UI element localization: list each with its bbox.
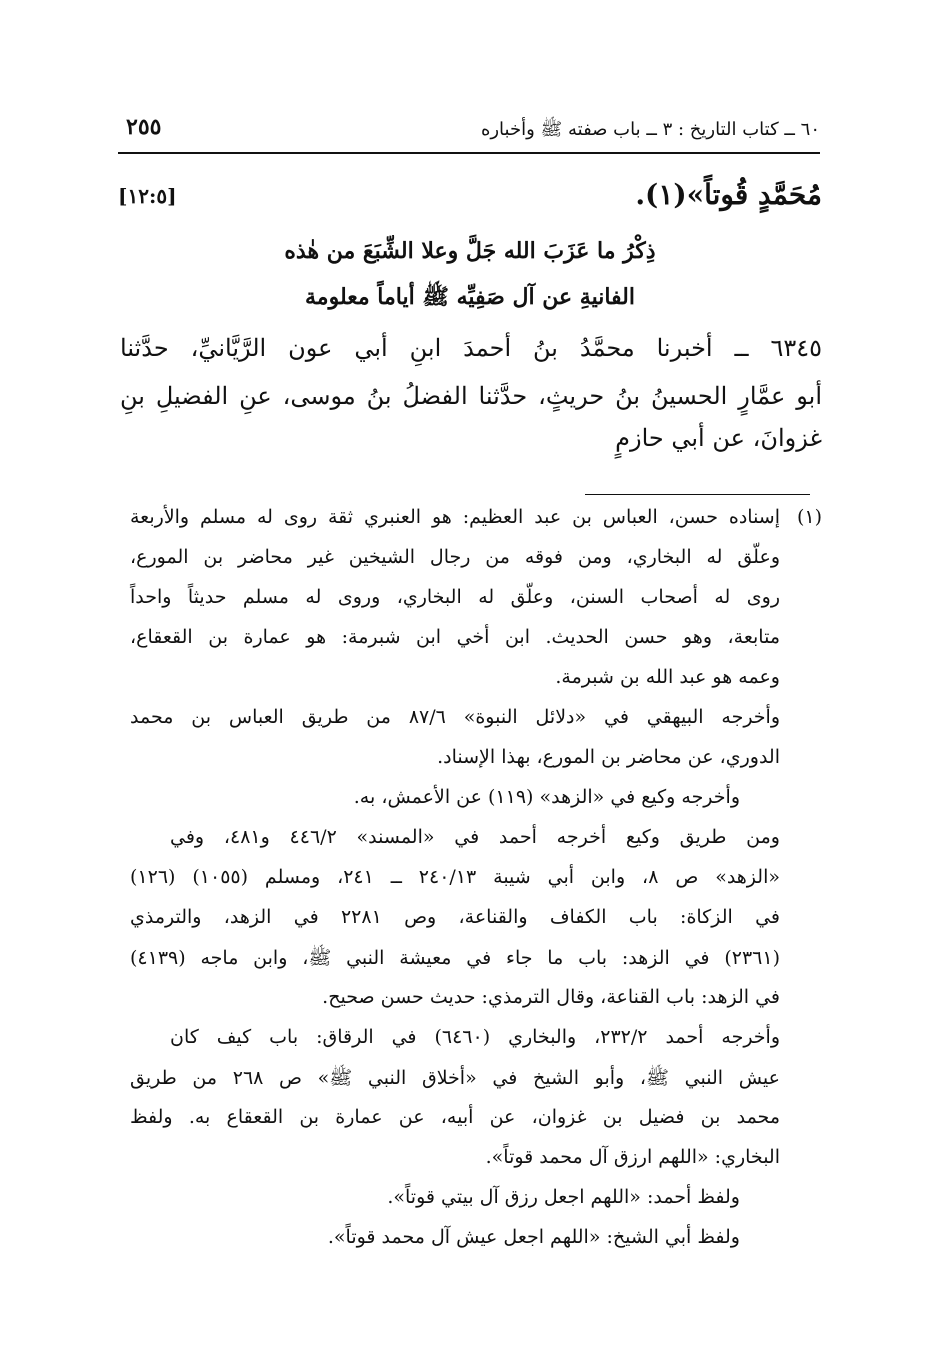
previous-hadith-ending: مُحَمَّدٍ قُوتاً»(١).: [635, 178, 822, 211]
footnote-line: وعمه هو عبد الله بن شبرمة.: [555, 666, 780, 688]
cross-reference-number: [١٢:٥]: [118, 184, 177, 208]
footnote-line: متابعة، وهو حسن الحديث. ابن أخي ابن شبرمة: هو عمارة بن القعقاع،: [130, 626, 780, 648]
footnote-line: في الزهد: باب القناعة، وقال الترمذي: حديث حسن صحيح.: [322, 986, 780, 1008]
hadith-text-line: أبو عمَّارٍ الحسينُ بنُ حريثٍ، حدَّثنا الفضلُ بنُ موسى، عنِ الفضيلِ بنِ: [120, 382, 822, 410]
footnote-marker: (١): [796, 506, 822, 528]
footnote-line: إسناده حسن، العباس بن عبد العظيم: هو العنبري ثقة روى له مسلم والأربعة: [130, 506, 780, 528]
footnote-line: وأخرجه أحمد ٢٣٢/٢، والبخاري (٦٤٦٠) في الرقاق: باب كيف كان: [170, 1026, 781, 1048]
footnote-line: وعلّق له البخاري، ومن فوقه من رجال الشيخين غير محاضر بن المورع،: [130, 546, 780, 568]
footnote-line: عيش النبي ﷺ، وأبو الشيخ في «أخلاق النبي ﷺ» ص ٢٦٨ من طريق: [130, 1067, 780, 1089]
footnote-line: روى له أصحاب السنن، وعلّق له البخاري، وروى له مسلم حديثاً واحداً: [130, 586, 780, 608]
footnote-line: في الزكاة: باب الكفاف والقناعة، وص ٢٢٨١ في الزهد، والترمذي: [130, 906, 780, 928]
footnote-line: وأخرجه البيهقي في «دلائل النبوة» ٨٧/٦ من طريق العباس بن محمد: [130, 706, 780, 728]
running-title: ٦٠ ــ كتاب التاريخ : ٣ ــ باب صفته ﷺ وأخباره: [480, 119, 820, 140]
page-number: ٢٥٥: [126, 114, 162, 140]
footnote-line: ولفظ أحمد: «اللهم اجعل رزق آل بيتي قوتاً».: [387, 1186, 740, 1208]
chapter-heading-line-1: ذِكْرُ ما عَزَبَ الله جَلَّ وعلا الشِّبَعَ من هٰذه: [284, 238, 656, 264]
footnote-line: «الزهد» ص ٨، وابن أبي شيبة ٢٤٠/١٣ ــ ٢٤١، ومسلم (١٠٥٥) (١٢٦): [130, 866, 780, 888]
footnote-line: وأخرجه وكيع في «الزهد» (١١٩) عن الأعمش، به.: [353, 786, 740, 808]
footnote-line: محمد بن فضيل بن غزوان، عن أبيه، عن عمارة بن القعقاع به. ولفظ: [130, 1106, 780, 1128]
hadith-text-line: ٦٣٤٥ ــ أخبرنا محمَّدُ بنُ أحمدَ ابنِ أبي عون الرَّيَّانيِّ، حدَّثنا: [120, 334, 822, 362]
footnote-line: ومن طريق وكيع أخرجه أحمد في «المسند» ٤٤٦/٢ و٤٨١، وفي: [170, 826, 780, 848]
footnote-line: (٢٣٦١) في الزهد: باب ما جاء في معيشة النبي ﷺ، وابن ماجه (٤١٣٩): [130, 947, 780, 969]
footnote-separator: [585, 494, 810, 495]
hadith-text-line: غزوانَ، عن أبي حازمٍ: [615, 424, 822, 452]
chapter-heading-line-2: الفانيةِ عن آل صَفِيِّه ﷺ أياماً معلومة: [305, 284, 635, 310]
footnote-line: الدوري، عن محاضر بن المورع، بهذا الإسناد.: [437, 746, 780, 768]
footnote-line: ولفظ أبي الشيخ: «اللهم اجعل عيش آل محمد قوتاً».: [327, 1226, 740, 1248]
footnote-line: البخاري: «اللهم ارزق آل محمد قوتاً».: [485, 1146, 780, 1168]
page-header: [118, 112, 820, 154]
